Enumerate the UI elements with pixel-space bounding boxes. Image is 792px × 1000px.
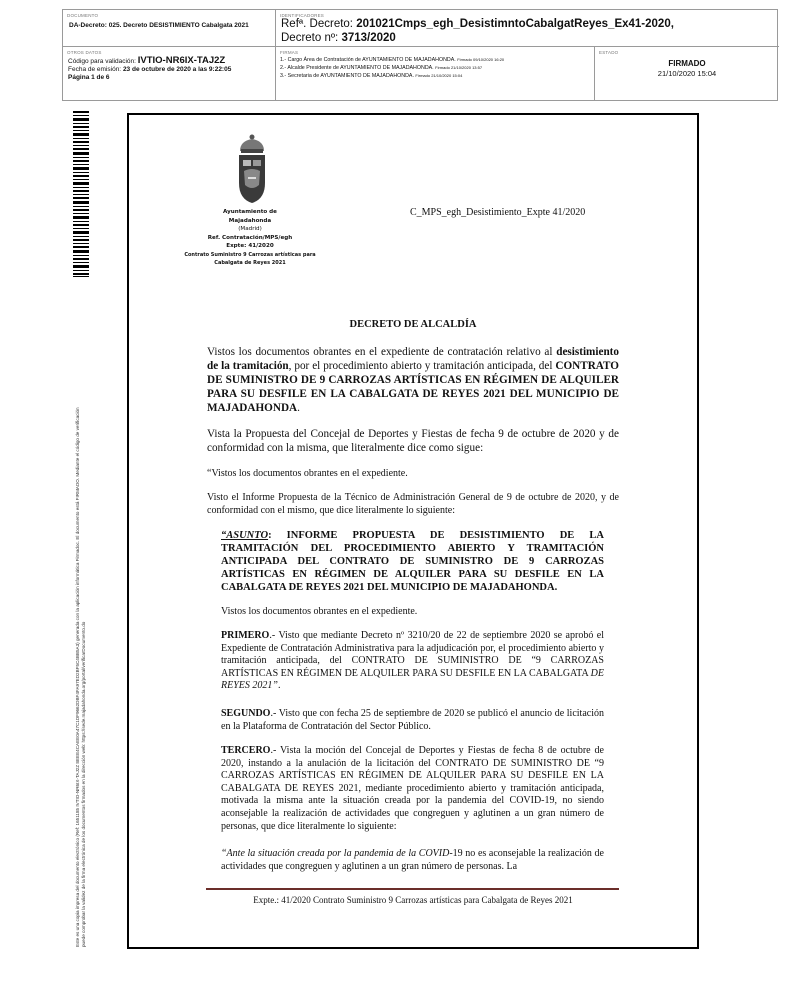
firma-item: 2.- Alcalde Presidente de AYUNTAMIENTO DE MAJADAHONDA. Firmado 21/10/2020 13:57 [280,65,483,72]
validation-block [68,57,273,82]
document-header [62,9,778,101]
side-line-1: Este es una copia impresa del documento electrónico (Ref: 1651185 IVTIO-NR6IX-TAJ2Z 8EEE4CAEE0A47C1DF9662DBF4FA97ED2BF5C4BB5A3) generada con la aplicación informática Firmadoc. El documento está FIRMADO. Mediante el código de verificación [75,407,80,947]
validation-code: IVTIO-NR6IX-TAJ2Z [137,55,226,66]
quote-paragraph: “Ante la situación creada por la pandemia de la COVID-19 no es aconsejable la realización de actividades que congreguen y aglutinen a un gran número de personas. La [221,848,604,872]
ref-prefix: Refª. Decreto: [281,18,354,30]
letterhead [180,208,320,267]
identificadores-label: IDENTIFICADORES [280,13,325,18]
barcode [73,111,89,277]
fecha-label: Fecha de emisión: [68,66,122,73]
decreto-prefix: Decreto nº: [281,32,339,44]
firma-item: 3.- Secretaria de AYUNTAMIENTO DE MAJADAHONDA. Firmado 21/10/2020 15:04 [280,73,463,80]
paragraph: “Vistos los documentos obrantes en el expediente. [207,468,408,479]
documento-title: DA-Decreto: 025. Decreto DESISTIMIENTO Cabalgata 2021 [69,22,249,29]
letterhead-line: Majadahonda [228,217,272,224]
segundo-paragraph: SEGUNDO.- Visto que con fecha 25 de septiembre de 2020 se publicó el anuncio de licitación en la Plataforma de Contratación del Sector Público. [221,708,604,732]
otros-datos-cell [63,47,276,101]
estado-block [595,59,779,79]
page-title: DECRETO DE ALCALDÍA [349,319,477,330]
firmas-list [280,56,592,81]
decreto-value: 3713/2020 [341,32,396,44]
identificadores-cell [276,10,779,47]
letterhead-line: (Madrid) [238,226,262,233]
footer-divider [206,888,619,890]
page-footer: Expte.: 41/2020 Contrato Suministro 9 Carrozas artísticas para Cabalgata de Reyes 2021 [253,895,573,905]
tercero-paragraph: TERCERO.- Vista la moción del Concejal de Deportes y Fiestas de fecha 8 de octubre de 2020, instando a la anulación de la licitación del CONTRATO DE SUMINISTRO DE “9 CARROZAS ARTÍSTICAS EN RÉGIMEN DE ALQUILER PARA SU DESFILE EN LA CABALGATA DE REYES 2021, mediante procedimiento abierto y tramitación anticipada, motivada la misma ante la situación creada por la pandemia del COVID-19, no siendo aconsejable la realización de actividades que congreguen y aglutinen a un gran número de personas, que dice literalmente lo siguiente: [221,745,604,832]
reference-block [281,17,776,45]
estado-cell [595,47,779,101]
letterhead-line: Ayuntamiento de [223,209,277,215]
paragraph: Vistos los documentos obrantes en el expediente de contratación relativo al desistimiento de la tramitación, por el procedimiento abierto y tramitación anticipada, del CONTRATO DE SUMINISTRO DE 9 CARROZAS ARTÍSTICAS EN RÉGIMEN DE ALQUILER PARA SU DESFILE EN LA CABALGATA DE REYES 2021 DEL MUNICIPIO DE MAJADAHONDA. [207,346,619,414]
paragraph: Vistos los documentos obrantes en el expediente. [221,606,418,617]
estado-date: 21/10/2020 15:04 [657,69,717,78]
validation-label: Código para validación: [68,58,136,65]
estado-label: ESTADO [599,50,619,55]
primero-paragraph: PRIMERO.- Visto que mediante Decreto nº 3210/20 de 22 de septiembre 2020 se aprobó el Expediente de Contratación Administrativa para la adjudicación por, el procedimiento abierto y tramitación anticipada, del CONTRATO DE SUMINISTRO DE “9 CARROZAS ARTÍSTICAS EN RÉGIMEN DE ALQUILER PARA SU DESFILE EN LA CABALGATA DE REYES 2021”. [221,630,604,692]
letterhead-line: Contrato Suministro 9 Carrozas artísticas para [184,251,316,258]
firma-item: 1.- Cargo Área de Contratación de AYUNTAMIENTO DE MAJADAHONDA. Firmado 09/10/2020 16:20 [280,57,505,63]
firmas-label: FIRMAS [280,50,299,55]
letterhead-line: Ref. Contratación/MPS/egh [207,234,293,241]
ref-value: 201021Cmps_egh_DesistimntoCabalgatReyes_Ex41-2020, [356,18,674,30]
letterhead-line: Expte: 41/2020 [226,243,274,250]
letterhead-line: Cabalgata de Reyes 2021 [214,259,286,266]
firmas-cell [276,47,595,101]
side-line-2: puede comprobar la validez de la firma electrónica de los documentos firmados en la dirección web: https://sede.majadahonda.org/portal/verificarDocumento.do [81,621,86,947]
fecha-value: 23 de octubre de 2020 a las 9:22:05 [122,66,232,73]
paragraph: Visto el Informe Propuesta de la Técnico de Administración General de 9 de octubre de 2020, y de conformidad con el mismo, que dice literalmente lo siguiente: [207,492,619,516]
coat-of-arms-icon [234,133,270,205]
estado-value: FIRMADO [668,59,706,68]
code-reference: C_MPS_egh_Desistimiento_Expte 41/2020 [410,207,586,218]
documento-cell [63,10,276,47]
documento-label: DOCUMENTO [67,13,99,18]
otros-label: OTROS DATOS [67,50,102,55]
paragraph: Vista la Propuesta del Concejal de Deportes y Fiestas de fecha 9 de octubre de 2020 y de conformidad con la misma, que literalmente dice como sigue: [207,428,619,454]
asunto-paragraph: “ASUNTO: INFORME PROPUESTA DE DESISTIMIENTO DE LA TRAMITACIÓN DEL PROCEDIMIENTO ABIERTO Y TRAMITACIÓN ANTICIPADA DEL CONTRATO DE SUMINISTRO DE 9 CARROZAS ARTÍSTICAS EN RÉGIMEN DE ALQUILER PARA SU DESFILE EN LA CABALGATA DE REYES 2021 DEL MUNICIPIO DE MAJADAHONDA. [221,530,604,593]
page-count: Página 1 de 6 [68,74,110,81]
